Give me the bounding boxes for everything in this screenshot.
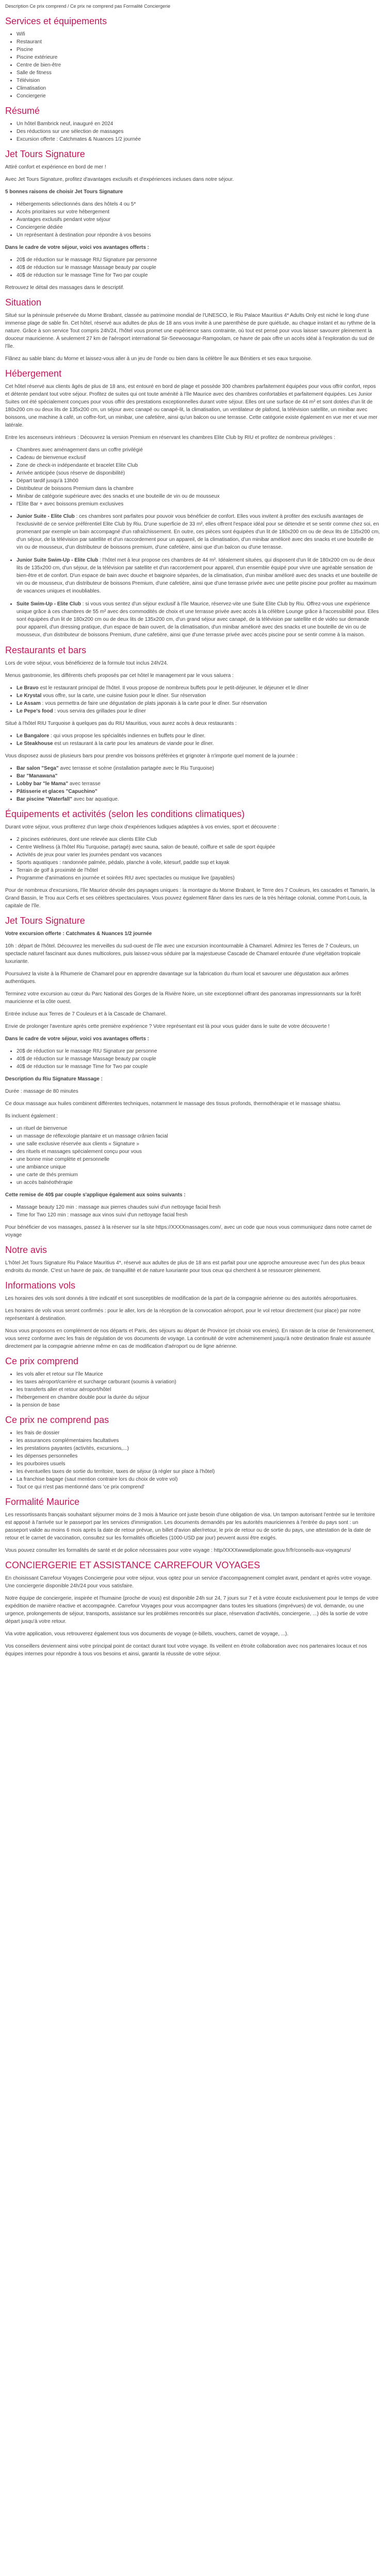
resume-item: • Un hôtel Bambrick neuf, inauguré en 2024 (17, 120, 381, 128)
prix-comprend-item: • l'hébergement en chambre double pour la durée du séjour (17, 1394, 381, 1401)
service-item: • Conciergerie (17, 92, 381, 100)
prix-ne-comprend-item: • Tout ce qui n'est pas mentionné dans 'ce prix comprend' (17, 1483, 381, 1491)
restaurants-paragraph: Lors de votre séjour, vous bénéficierez de la formule tout inclus 24h/24. (5, 660, 168, 666)
massage-description: Ils incluent également : (5, 1113, 58, 1119)
equipement-item: • Activités de jeux pour varier les journées pendant vos vacances (17, 851, 381, 859)
equipement-item: • Terrain de golf à proximité de l'hôtel (17, 867, 381, 874)
hebergement-section (5, 367, 381, 639)
bar-item (17, 795, 381, 803)
massage-description: Cette remise de 40$ par couple s'applique également aux soins suivants : (5, 1192, 186, 1198)
bars-list (5, 765, 381, 803)
room-type-name: Junior Suite Swim-Up - Elite Club (17, 557, 99, 563)
conciergerie-title: CONCIERGERIE ET ASSISTANCE CARREFOUR VOYAGES (5, 1560, 260, 1570)
service-item: • Télévision (17, 77, 381, 84)
notre-avis-title: Notre avis (5, 1245, 47, 1255)
prix-comprend-item: • la pension de base (17, 1401, 381, 1409)
prix-ne-comprend-item: • les dépenses personnelles (17, 1452, 381, 1460)
service-item: • Salle de fitness (17, 69, 381, 77)
restaurants-paragraph: Vous disposez aussi de plusieurs bars pour prendre vos boissons préférées et grignoter à n'importe quel moment de la journée : (5, 753, 298, 759)
jetours-subheading: 5 bonnes raisons de choisir Jet Tours Signature (5, 189, 123, 195)
conciergerie-section (5, 1559, 381, 1658)
massage-other-item: • Massage beauty 120 min : massage aux pierres chaudes suivi d'un nettoyage facial fresh (17, 1204, 381, 1211)
equipement-item: • 2 piscines extérieures, dont une relevée aux clients Elite Club (17, 836, 381, 843)
bar-text: avec terrasse (69, 781, 101, 787)
restaurant-text: : qui vous propose les spécialités indiennes en buffets pour le dîner. (51, 733, 206, 739)
equipements-section (5, 808, 381, 910)
restaurant-item (17, 740, 381, 748)
restaurant-text: est le restaurant principal de l'hôtel. Il vous propose de nombreux buffets pour le petit-déjeuner, le déjeuner et le dîner (40, 685, 308, 691)
restaurant-text: est un restaurant à la carte pour les amateurs de viande pour le dîner. (54, 741, 214, 747)
jetours-excursion-paragraph: 10h : départ de l'hôtel. Découvrez les merveilles du sud-ouest de l'île avec une excursion incontournable à Chamarel. Admirez les Terres de 7 Couleurs, un spectacle naturel fascinant aux dunes multicolores, puis laissez-vous séduire par la majestueuse Cascade de Chamarel entourée d'une végétation tropicale luxuriante. (5, 943, 361, 964)
equipements-list (5, 836, 381, 882)
reason-item: • Accès prioritaires sur votre hébergement (17, 208, 381, 216)
jetours-excursion-advantages-list (5, 1047, 381, 1071)
prix-comprend-item: • les vols aller et retour sur l'île Maurice (17, 1370, 381, 1378)
service-item: • Piscine (17, 46, 381, 54)
infos-vols-paragraph: Les horaires des vols sont donnés à titre indicatif et sont susceptibles de modification de la part de la compagnie aérienne ou des autorités aéroportuaires. (5, 1296, 358, 1301)
infos-vols-paragraph: Nous vous proposons en complément de nos départs et Paris, des séjours au départ de Province (et choisir vos envies). En raison de la crise de l'environnement, vous serez conforme avec les frais de régulation de vos documents de voyage. La continuité de votre acheminement jusqu'à notre destination finale est assurée directement par la compagnie aérienne même en cas de modification d'aéroport ou de ligne aérienne. (5, 1328, 375, 1349)
jetours-advantages-intro (5, 244, 381, 251)
equipements-paragraph: Durant votre séjour, vous profiterez d'un large choix d'expériences ludiques adaptées à vos envies, sport et découverte : (5, 824, 280, 830)
restaurant-text: vous offre, sur la carte, une cuisine fusion pour le dîner. Sur réservation (43, 693, 206, 699)
restaurant-item (17, 707, 381, 715)
bar-name: Bar salon "Sega" (17, 766, 59, 771)
restaurant-text: : vous servira des grillades pour le dîner (54, 708, 146, 714)
equipements-paragraph: Pour de nombreux d'excursions, l'île Maurice dévoile des paysages uniques : la montagne du Morne Brabant, le Terre des 7 Couleurs, les cascades et Tamarin, la Grand Bassin, le Trou aux Cerfs et ses célèbres spectaculaires. Vous pouvez également flâner dans les rues de la très héritage colonial, comme Port-Louis, la capitale de l'île. (5, 888, 375, 909)
resume-item: • Des réductions sur une sélection de massages (17, 128, 381, 135)
conciergerie-paragraph: Vos conseillers deviennent ainsi votre principal point de contact durant tout votre voyage. Ils veillent en étroite collaboration avec nos partenaires locaux et nos équipes internes pour répondre à tous vos besoins et ainsi, garantir la réussite de votre séjour. (5, 1643, 367, 1657)
advantage-item: • 40$ de réduction sur le massage Massage beauty par couple (17, 1055, 381, 1063)
privilege-item: • Départ tardif jusqu'à 13h00 (17, 477, 381, 485)
massage-description: Ce doux massage aux huiles combinent différentes techniques, notamment le massage des tissus profonds, thermothérapie et le massage shiatsu. (5, 1101, 341, 1107)
room-type-item (17, 513, 381, 551)
massage-description-title: Description du Riu Signature Massage : (5, 1076, 103, 1082)
bar-text: avec terrasse et scène (installation partagée avec le Riu Turquoise) (60, 766, 215, 771)
conciergerie-paragraph: Via votre application, vous retrouverez également tous vos documents de voyage (e-billets, vouchers, carnet de voyage, ...). (5, 1631, 288, 1637)
infos-vols-section (5, 1279, 381, 1350)
advantage-item: • 40$ de réduction sur le massage Time for Two par couple (17, 272, 381, 279)
advantage-item: • 20$ de réduction sur le massage RIU Signature par personne (17, 1047, 381, 1055)
restaurant-item (17, 684, 381, 692)
notre-avis-text: L'hôtel Jet Tours Signature Riu Palace Mauritius 4*, réservé aux adultes de plus de 18 ans est parfait pour une approche amoureuse avec l'un des plus beaux endroits du monde. C'est un havre de paix, de tranquillité et de nature luxuriante pour tous ceux qui cherchent à se ressourcer pleinement. (5, 1260, 365, 1274)
jetours-excursion-paragraph: Poursuivez la visite à la Rhumerie de Chamarel pour en apprendre davantage sur la fabrication du rhum local et savourer une dégustation aux arômes authentiques. (5, 971, 349, 985)
service-item: • Piscine extérieure (17, 54, 381, 61)
restaurants-paragraph: Menus gastronomie, les différents chefs proposés par cet hôtel le management par le vous saluera : (5, 673, 234, 679)
conciergerie-paragraph: En choisissant Carrefour Voyages Conciergerie pour votre séjour, vous optez pour un service d'accompagnement complet avant, pendant et après votre voyage. Une conciergerie disponible 24h/24 pour vous satisfaire. (5, 1575, 372, 1589)
service-item: • Centre de bien-être (17, 61, 381, 69)
bar-item (17, 780, 381, 788)
jetours-excursion-paragraph: Entrée incluse aux Terres de 7 Couleurs et à la Cascade de Chamarel. (5, 1011, 167, 1017)
massage-other-list (5, 1204, 381, 1219)
room-type-item (17, 600, 381, 639)
restaurants-title: Restaurants et bars (5, 645, 87, 655)
massage-include-item: • des rituels et massages spécialement conçu pour vous (17, 1148, 381, 1156)
situation-paragraph: Situé sur la péninsule préservée du Morne Brabant, classée au patrimoine mondial de l'UNESCO, le Riu Palace Mauritius 4* Adults Only est niché le long d'une immense plage de sable fin. Cet hôtel, réservé aux adultes de plus de 18 ans vous invite à une parenthèse de pure quiétude, au chaque instant et au rythme de la nature. Grâce à son service Tout compris 24h/24, l'hôtel vous promet une expérience sans contrainte, où tout est pensé pour vous laisser savourer pleinement la douceur mauricienne. À seulement 27 km de l'aéroport international Sir-Seewoosagur-Ramgoolam, ce havre de paix offre un accès idéal à l'exploration du sud de l'île. (5, 313, 376, 349)
room-type-text: : si vous vous sentez d'un séjour exclusif à l'île Maurice, réservez-vite une Suite Elite Club by Riu. Offrez-vous une expérience unique grâce à ces chambres de 55 m² avec des commodités de choix et une terrasse privée avec accès à la célèbre Lounge grâce à l'accessibilité pour. Elles sont équipées d'un lit de 180x200 cm ou de deux lits de 135x200 cm, d'un grand séjour avec canapé, de la télévision par satellite et de vidéo sur demande pour appareil, d'un dressing pratique, d'un espace de bain ouvert, de la climatisation, d'un minibar amélioré avec des snacks et une bouteille de vin ou de mousseux, d'un distributeur de boissons Premium, d'une cafetière, ainsi que d'une terrasse privée avec accès piscine pour se sentir comme à la maison. (17, 601, 379, 638)
infos-vols-paragraph: Les horaires de vols vous seront confirmés : pour le aller, lors de la réception de la convocation aéroport, pour le vol retour directement (sur place) par notre représentant à destination. (5, 1308, 361, 1321)
prix-ne-comprend-section (5, 1414, 381, 1491)
advantages-label: Dans le cadre de votre séjour, voici vos avantages offerts : (5, 1036, 149, 1042)
prix-ne-comprend-item: • les éventuelles taxes de sortie du territoire, taxes de séjour (à régler sur place à l'hôtel) (17, 1468, 381, 1476)
elite-privileges-list (5, 446, 381, 508)
advantages-label: Dans le cadre de votre séjour, voici vos avantages offerts : (5, 245, 149, 250)
bar-name: Bar piscine "Waterfall" (17, 796, 73, 802)
prix-comprend-item: • les taxes aéroport/carrière et surcharge carburant (soumis à variation) (17, 1378, 381, 1386)
prix-comprend-title: Ce prix comprend (5, 1356, 79, 1366)
privilege-item: • Distributeur de boissons Premium dans la chambre (17, 485, 381, 493)
massage-other-item: • Time for Two 120 min : massage aux vinos suivi d'un nettoyage facial fresh (17, 1211, 381, 1219)
restaurant-item (17, 732, 381, 740)
restaurants-list (5, 684, 381, 715)
privilege-item: • Zone de check-in indépendante et bracelet Elite Club (17, 462, 381, 469)
room-type-text: : ces chambres sont parfaites pour pouvoir vous bénéficier de confort. Elles vous invitent à profiter des exclusifs avantages de l'exclusivité de ce service préférentiel Elite Club by Riu. D'une superficie de 33 m², elles offrent l'espace idéal pour se détendre et se sentir comme chez soi, en promenant par exemple un bain accompagné d'un rafraîchissement. En outre, ces pièces sont équipées d'un lit de 180x200 cm ou de deux lits de 135x200 cm, d'un séjour, de la télévision par satellite et d'un raccordement pour un appareil, de la climatisation, d'un minibar amélioré avec des snacks et une bouteille de vin ou de mousseux, d'un distributeur de boissons premium, d'une cafetière, ainsi que d'un balcon ou d'une terrasse. (17, 514, 380, 550)
prix-ne-comprend-item: • les pourboires usuels (17, 1460, 381, 1468)
prix-comprend-list (5, 1370, 381, 1409)
privilege-item: • Chambres avec aménagement dans un coffre privilégié (17, 446, 381, 454)
jetours-section (5, 148, 381, 292)
bar-item (17, 788, 381, 795)
prix-ne-comprend-item: • La franchise bagage (saut mention contraire lors du choix de votre vol) (17, 1476, 381, 1483)
service-item: • Wifi (17, 30, 381, 38)
restaurant-name: Le Pepe's food (17, 708, 53, 714)
prix-ne-comprend-title: Ce prix ne comprend pas (5, 1415, 109, 1425)
restaurant-name: Le Assam (17, 701, 41, 706)
advantage-item: • 20$ de réduction sur le massage RIU Signature par personne (17, 256, 381, 264)
conciergerie-paragraph: Notre équipe de conciergerie, inspirée et l'humaine (proche de vous) est disponible 24h sur 24, 7 jours sur 7 et à votre écoute exclusivement pour le temps de votre expédition de manière réactive et accompagnée. Carrefour Voyages pour vous accompagner dans toutes les situations (imprévues) de vol, demande, ou une urgence, prolongements de séjour, transports, assistance sur les problèmes rencontrés sur place, réservation d'activités, conciergerie, ...) dès la sortie de votre départ jusqu'à votre retour. (5, 1596, 379, 1624)
prix-ne-comprend-list (5, 1429, 381, 1491)
jetours-title: Jet Tours Signature (5, 149, 85, 159)
restaurant-name: Le Krystal (17, 693, 42, 699)
situation-section (5, 296, 381, 363)
situation-paragraph: Flânez au sable blanc du Morne et laissez-vous aller à un jeu de l'onde ou bien dans la célèbre Île aux Bénitiers et ses eaux turquoise. (5, 356, 313, 362)
hebergement-paragraph: Cet hôtel réservé aux clients âgés de plus de 18 ans, est entouré en bord de plage et possède 300 chambres parfaitement équipées pour vous offrir confort, repos et détente pendant tout votre séjour. Profitez de suites qui ont toute aménité à l'île Maurice avec des chambres confortables et parfaitement équipées. Les Junior Suites ont été spécialement conçues pour vous offrir des prestations exceptionnelles durant votre séjour. Elles ont une surface de 44 m² et sont dotées d'un lit de 180x200 cm ou deux lits de 135x200 cm, un séjour avec canapé ou canapé-lit, la climatisation, un ventilateur de plafond, la télévision satellite, un minibar avec boissons, une machine à café, un coffre-fort, un minibar, une cafetière, ainsi qu'un balcon ou une terrasse. Cette catégorie existe également en vue mer et vue mer latérale. (5, 384, 378, 428)
massage-include-item: • une salle exclusive réservée aux clients « Signature » (17, 1140, 381, 1148)
equipement-item: • Sports aquatiques : randonnée palmée, pédalo, planche à voile, kitesurf, paddle sup et kayak (17, 859, 381, 867)
privilege-item: • Minibar de catégorie supérieure avec des snacks et une bouteille de vin ou de mousseux (17, 493, 381, 500)
formalite-section (5, 1496, 381, 1554)
resume-title: Résumé (5, 106, 40, 116)
restaurant-item (17, 700, 381, 707)
jetours-advantages-list (5, 256, 381, 279)
jetours-excursion-paragraph: Envie de prolonger l'aventure après cette première expérience ? Votre représentant est là pour vous guider dans le suite de votre découverte ! (5, 1024, 330, 1029)
formalite-title: Formalité Maurice (5, 1497, 80, 1507)
jetours-paragraph: Avec Jet Tours Signature, profitez d'avantages exclusifs et d'expériences incluses dans notre séjour. (5, 177, 234, 182)
hebergement-paragraph: Entre les ascenseurs intérieurs : Découvrez la version Premium en réservant les chambres Elite Club by RIU et profitez de nombreux privilèges : (5, 435, 335, 440)
jetours-excursion-title: Jet Tours Signature (5, 916, 85, 926)
restaurants-paragraph: Situé à l'hôtel RIU Turquoise à quelques pas du RIU Mauritius, vous aurez accès à deux restaurants : (5, 721, 237, 726)
restaurant-text: : vous permettra de faire une dégustation de plats japonais à la carte pour le dîner. Sur réservation (42, 701, 267, 706)
massage-include-item: • une bonne mise complète et personnelle (17, 1156, 381, 1163)
situation-title: Situation (5, 297, 42, 308)
resume-item: • Excursion offerte : Catchmates & Nuances 1/2 journée (17, 135, 381, 143)
restaurant-item (17, 692, 381, 700)
resume-list (5, 120, 381, 143)
massage-include-item: • un accès balnéothérapie (17, 1179, 381, 1187)
bar-name: Bar "Manawana" (17, 773, 58, 779)
equipement-item: • Programme d'animations en journée et soirées RIU avec spectacles ou musique live (payables) (17, 874, 381, 882)
restaurant-name: Le Bangalore (17, 733, 50, 739)
jetours-massage-note: Retrouvez le détail des massages dans le descriptif. (5, 285, 124, 291)
room-type-name: Suite Swim-Up - Elite Club (17, 601, 82, 607)
jetours-intro: Attiré confort et expérience en bord de mer ! (5, 164, 106, 170)
room-type-name: Junior Suite - Elite Club (17, 514, 75, 519)
bar-name: Lobby bar "le Mama" (17, 781, 69, 787)
massage-booking-note: Pour bénéficier de vos massages, passez à la réserver sur la site https://XXXXmassages.com/, avec un code que nous vous communiquez dans notre carnet de voyage (5, 1225, 372, 1238)
advantage-item: • 40$ de réduction sur le massage Massage beauty par couple (17, 264, 381, 272)
prix-ne-comprend-item: • les assurances complémentaires facultatives (17, 1437, 381, 1445)
jetours-excursion-section (5, 914, 381, 1239)
room-type-item (17, 556, 381, 595)
infos-vols-title: Informations vols (5, 1280, 76, 1291)
jetours-reasons-list (5, 200, 381, 239)
privilege-item: • l'Elite Bar + avec boissons premium exclusives (17, 500, 381, 508)
massage-include-item: • un rituel de bienvenue (17, 1125, 381, 1132)
bar-item (17, 765, 381, 772)
massage-description: Durée : massage de 80 minutes (5, 1089, 78, 1094)
bar-name: Pâtisserie et glaces "Capuchino" (17, 789, 97, 794)
advantage-item: • 40$ de réduction sur le massage Time for Two par couple (17, 1063, 381, 1071)
hebergement-title: Hébergement (5, 368, 62, 379)
formalite-paragraph: Les ressortissants français souhaitant séjourner moins de 3 mois à Maurice ont juste besoin d'une obligation de visa. Un tampon autorisant l'entrée sur le territoire est apposé à l'arrivée sur le passeport par les services d'immigration. Les documents demandés par les autorités mauriciennes à l'entrée du pays sont : un passeport valide au moins 6 mois après la date de retour prévue, un billet d'avion aller/retour, le prix de retour ou de sortie du pays, une attestation de la date de retour et le carnet de vaccination, consultez sur les formalités officielles (1000-USD par jour) peuvent aussi être exigés. (5, 1512, 375, 1541)
massage-include-item: • un massage de réflexologie plantaire et un massage crânien facial (17, 1132, 381, 1140)
notre-avis-section (5, 1244, 381, 1275)
room-type-text: : l'hôtel met à leur propose ces chambres de 44 m². Idéalement situées, qui disposent d'un lit de 180x200 cm ou de deux lits de 135x200 cm, d'un séjour, de la télévision par satellite et d'un raccordement pour appareil, d'un ensemble équipé pour vivre une agréable sensation de bien-être et de confort. D'un espace de bain avec douche et baignoire séparées, de la climatisation, d'un minibar amélioré avec des snacks et une bouteille de vin ou de mousseux, d'un distributeur de boissons Premium, d'une cafetière, ainsi que d'une terrasse privée avec une petite piscine pour profiter au maximum de vacances uniques et inoubliables. (17, 557, 378, 594)
prix-comprend-section (5, 1355, 381, 1409)
resume-section (5, 105, 381, 143)
reason-item: • Un représentant à destination pour répondre à vos besoins (17, 231, 381, 239)
services-section (5, 15, 381, 100)
privilege-item: • Cadeau de bienvenue exclusif (17, 454, 381, 462)
room-types-list (5, 513, 381, 639)
reason-item: • Conciergerie dédiée (17, 224, 381, 231)
formalite-paragraph: Vous pouvez consulter les formalités de santé et de police nécessaires pour votre voyage : http/XXXXwwwdiplomatie.gouv.fr/fr/conseils-aux-voyageurs/ (5, 1548, 351, 1553)
prix-ne-comprend-item: • les prestations payantes (activités, excursions,...) (17, 1445, 381, 1452)
restaurants-turquoise-list (5, 732, 381, 748)
bar-text: avec bar aquatique. (73, 796, 119, 802)
service-item: • Restaurant (17, 38, 381, 46)
bar-item (17, 772, 381, 780)
restaurant-name: Le Bravo (17, 685, 39, 691)
privilege-item: • Arrivée anticipée (sous réserve de disponibilité) (17, 469, 381, 477)
breadcrumb[interactable]: Description Ce prix comprend / Ce prix ne comprend pas Formalité Conciergerie (5, 4, 171, 9)
prix-comprend-item: • les transferts aller et retour aéroport/hôtel (17, 1386, 381, 1394)
equipements-title: Équipements et activités (selon les conditions climatiques) (5, 809, 245, 819)
services-title: Services et équipements (5, 16, 107, 26)
massage-includes-list (5, 1125, 381, 1187)
jetours-excursion-advantages (5, 1035, 381, 1043)
equipement-item: • Centre Wellness (à l'hôtel Riu Turquoise, partagé) avec sauna, salon de beauté, coiffure et salle de sport équipée (17, 843, 381, 851)
massage-include-item: • une carte de thés premium (17, 1171, 381, 1179)
reason-item: • Hébergements sélectionnés dans des hôtels 4 ou 5* (17, 200, 381, 208)
services-list (5, 30, 381, 100)
restaurant-name: Le Steakhouse (17, 741, 53, 747)
prix-ne-comprend-item: • les frais de dossier (17, 1429, 381, 1437)
reason-item: • Avantages exclusifs pendant votre séjour (17, 216, 381, 224)
jetours-excursion-intro: Votre excursion offerte : Catchmates & Nuances 1/2 journée (5, 931, 152, 937)
service-item: • Climatisation (17, 84, 381, 92)
jetours-excursion-paragraph: Terminez votre excursion au cœur du Parc National des Gorges de la Rivière Noire, un site exceptionnel offrant des panoramas impressionnants sur la forêt mauricienne et la côte ouest. (5, 991, 361, 1005)
restaurants-section (5, 644, 381, 803)
massage-include-item: • une ambiance unique (17, 1163, 381, 1171)
